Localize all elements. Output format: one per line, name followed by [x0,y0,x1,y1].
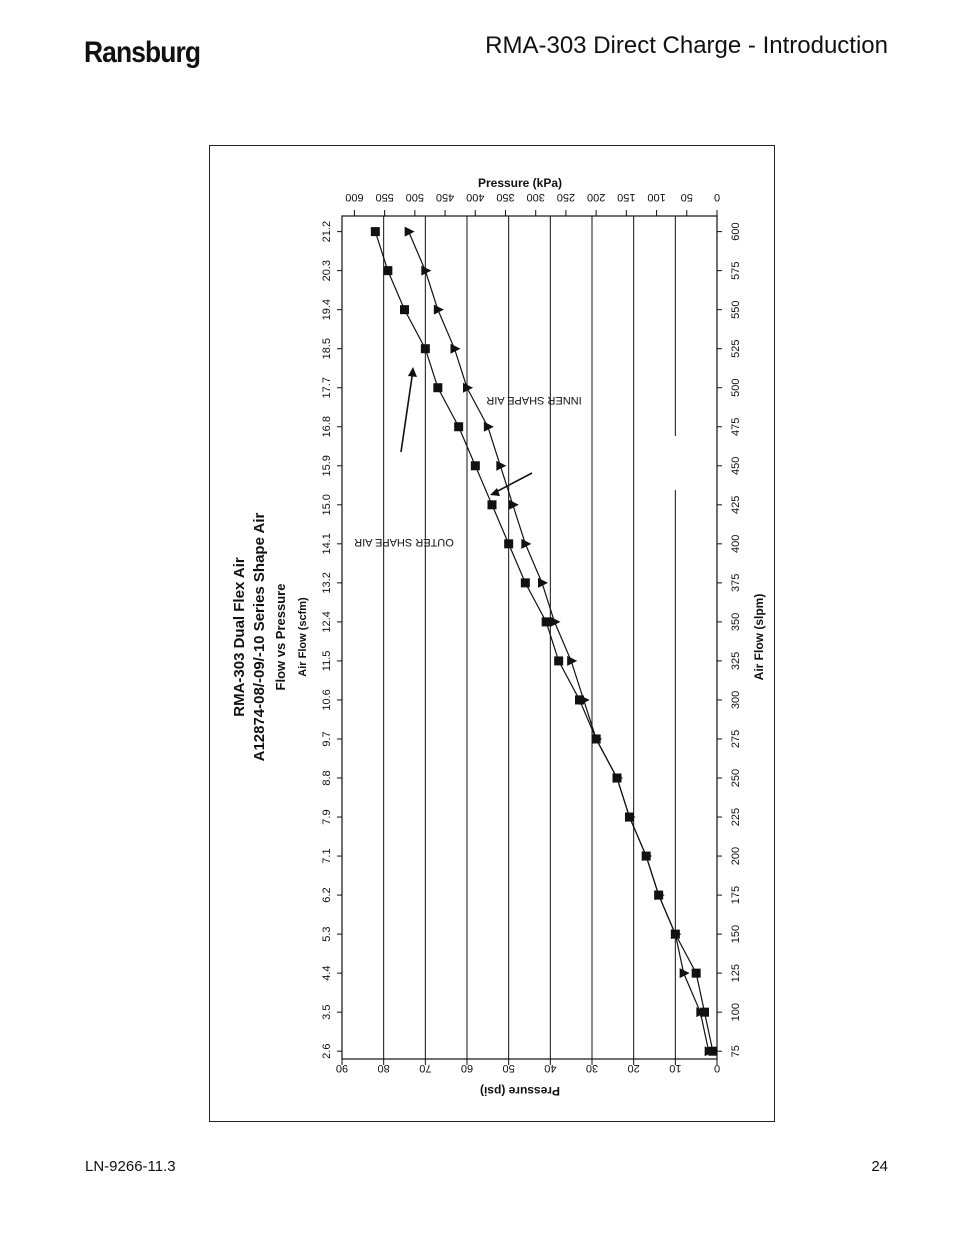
kpa-tick-label: 500 [405,191,425,203]
scfm-tick-label: 15.0 [321,494,333,516]
outer-shape-air-point [454,422,463,431]
psi-tick-label: 0 [713,1062,721,1074]
slpm-tick-label: 325 [730,651,742,671]
slpm-tick-label: 300 [730,690,742,710]
psi-tick-label: 60 [460,1062,474,1074]
outer-shape-air-point [421,344,430,353]
outer-shape-air-point [554,656,563,665]
slpm-tick-label: 575 [730,261,742,280]
outer-shape-air-point [488,500,497,509]
slpm-tick-label: 125 [730,963,742,983]
chart-title-line-1: RMA-303 Dual Flex Air [231,557,248,717]
psi-tick-label: 70 [419,1062,432,1074]
psi-tick-label: 10 [669,1062,682,1074]
ransburg-logo: Ransburg [84,36,201,69]
scfm-tick-label: 20.3 [321,259,333,282]
scfm-tick-label: 17.7 [321,377,333,399]
scfm-tick-label: 19.4 [321,298,333,321]
inner-label-leader [494,473,532,493]
scfm-tick-label: 16.8 [321,416,333,438]
slpm-tick-label: 525 [730,339,742,358]
scfm-tick-label: 6.2 [321,887,333,903]
kpa-axis-title: Pressure (kPa) [477,176,563,190]
kpa-tick-label: 450 [435,191,455,203]
kpa-tick-label: 50 [680,191,693,203]
kpa-tick-label: 300 [526,191,545,203]
gridline-gap [669,436,677,490]
slpm-tick-label: 450 [730,456,742,475]
kpa-tick-label: 150 [617,191,636,203]
psi-tick-label: 20 [627,1062,640,1074]
psi-tick-label: 90 [335,1062,349,1074]
kpa-tick-label: 350 [496,191,515,203]
outer-shape-air-point [383,266,392,275]
scfm-tick-label: 7.9 [321,809,333,825]
psi-tick-label: 80 [377,1062,390,1074]
scfm-tick-label: 10.6 [321,689,333,711]
kpa-tick-label: 600 [345,191,364,203]
scfm-tick-label: 5.3 [321,926,333,942]
outer-shape-air-point [400,305,409,314]
slpm-tick-label: 100 [730,1002,742,1022]
scfm-tick-label: 9.7 [321,731,333,747]
slpm-tick-label: 250 [730,768,742,788]
outer-shape-air-point [542,617,551,626]
plot-area [342,216,717,1059]
slpm-tick-label: 275 [730,729,742,749]
inner-shape-air-line [409,232,709,1052]
kpa-tick-label: 100 [647,191,666,203]
scfm-tick-label: 14.1 [321,533,333,555]
document-title: RMA-303 Direct Charge - Introduction [485,32,888,59]
chart-title-line-3: Flow vs Pressure [273,583,288,691]
document-number: LN-9266-11.3 [85,1158,176,1175]
psi-tick-label: 50 [502,1062,515,1074]
outer-label-leader [401,370,413,452]
outer-shape-air-point [521,578,530,587]
scfm-tick-label: 2.6 [321,1043,333,1059]
scfm-tick-label: 13.2 [321,572,333,594]
inner-shape-air-label: INNER SHAPE AIR [486,394,582,406]
slpm-tick-label: 175 [730,885,742,905]
slpm-tick-label: 550 [730,300,742,319]
kpa-tick-label: 0 [713,191,721,203]
slpm-tick-label: 75 [730,1045,742,1058]
slpm-tick-label: 600 [730,222,742,241]
outer-shape-air-line [375,232,713,1052]
scfm-tick-label: 18.5 [321,337,333,360]
outer-label-arrowhead [408,367,417,377]
outer-shape-air-point [371,227,380,236]
scfm-tick-label: 4.4 [321,965,333,981]
scfm-tick-label: 8.8 [321,770,333,786]
page-number: 24 [871,1158,888,1175]
x-axis-title-slpm: Air Flow (slpm) [752,593,766,681]
psi-tick-label: 40 [544,1062,557,1074]
kpa-tick-label: 400 [466,191,485,203]
slpm-tick-label: 400 [730,534,742,554]
slpm-tick-label: 475 [730,417,742,436]
inner-label-arrowhead [490,488,500,496]
inner-shape-air-point [463,383,473,393]
slpm-tick-label: 225 [730,807,742,827]
psi-axis-title: Pressure (psi) [479,1084,561,1098]
slpm-tick-label: 425 [730,495,742,514]
slpm-tick-label: 150 [730,924,742,944]
scfm-tick-label: 21.2 [321,220,333,243]
scfm-tick-label: 11.5 [321,650,333,672]
psi-tick-label: 30 [585,1062,599,1074]
outer-shape-air-point [433,383,442,392]
slpm-tick-label: 375 [730,573,742,593]
kpa-tick-label: 550 [375,191,394,203]
flow-pressure-chart [209,145,775,1122]
scfm-tick-label: 12.4 [321,611,333,633]
kpa-tick-label: 200 [586,191,606,203]
outer-shape-air-point [471,461,480,470]
outer-shape-air-point [504,539,513,548]
scfm-tick-label: 15.9 [321,455,333,477]
chart-title-line-2: A12874-08/-09/-10 Series Shape Air [251,512,268,762]
scfm-tick-label: 3.5 [321,1004,333,1020]
slpm-tick-label: 500 [730,378,742,397]
scfm-tick-label: 7.1 [321,848,333,864]
x-axis-title-scfm: Air Flow (scfm) [297,597,309,677]
outer-shape-air-label: OUTER SHAPE AIR [354,536,454,548]
outer-shape-air-point [692,969,701,978]
kpa-tick-label: 250 [556,191,576,203]
slpm-tick-label: 200 [730,846,742,866]
slpm-tick-label: 350 [730,612,742,632]
